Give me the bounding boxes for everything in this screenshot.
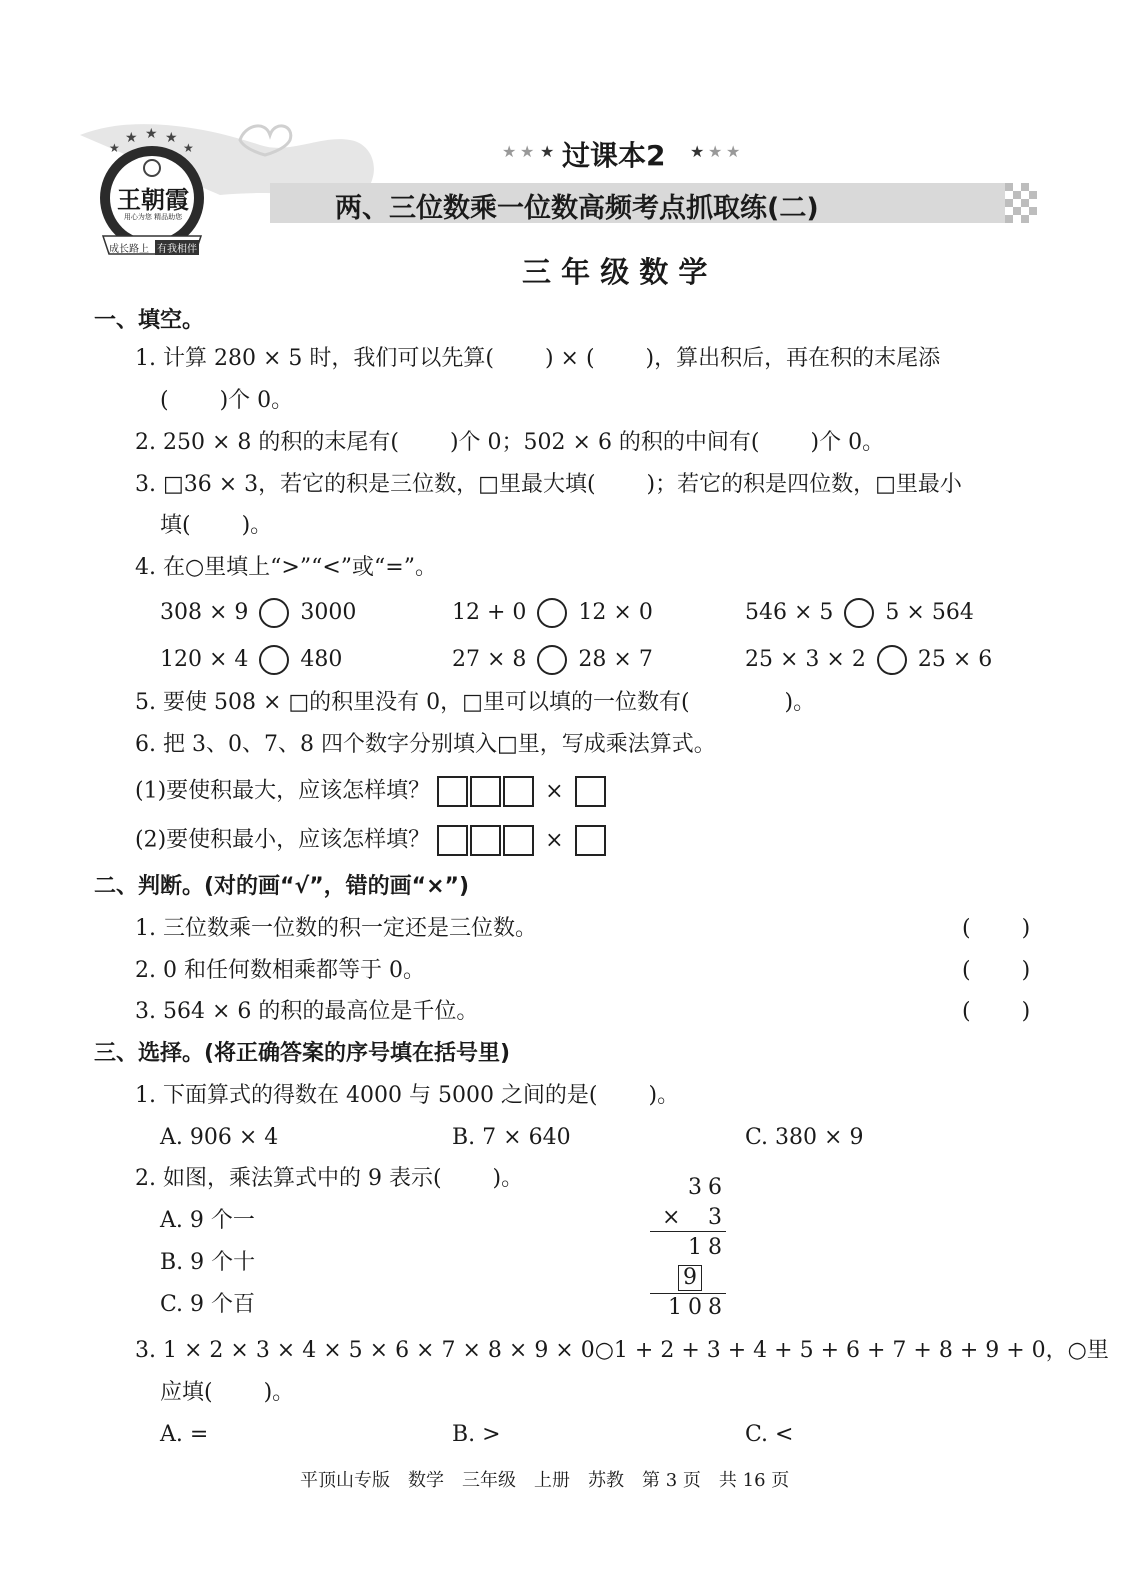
- logo-seal-text: 用心为您 精品助您: [123, 213, 183, 221]
- vertical-multiplication: [650, 1175, 730, 1320]
- series-title: 过课本2: [562, 139, 666, 172]
- option[interactable]: B. >: [452, 1422, 501, 1447]
- compare-circle[interactable]: [844, 598, 874, 628]
- compare-right: 480: [300, 647, 343, 672]
- svg-text:★: ★: [520, 142, 535, 161]
- section2-heading: 二、判断。(对的画“√”，错的画“×”): [94, 874, 470, 899]
- mult-sign: ×: [662, 1205, 687, 1230]
- page-footer: 平顶山专版 数学 三年级 上册 苏教 第 3 页 共 16 页: [300, 1470, 790, 1491]
- svg-text:★: ★: [109, 141, 120, 155]
- compare-right: 25 × 6: [917, 647, 993, 672]
- answer-box[interactable]: [503, 825, 534, 856]
- section3-heading: 三、选择。(将正确答案的序号填在括号里): [94, 1041, 511, 1066]
- answer-box[interactable]: [437, 776, 468, 807]
- partial-product: 18: [688, 1235, 728, 1260]
- answer-box[interactable]: [575, 825, 606, 856]
- s1-q3-line2: 填( )。: [160, 513, 273, 538]
- svg-text:★: ★: [145, 128, 158, 142]
- compare-right: 3000: [300, 600, 357, 625]
- answer-box[interactable]: [470, 776, 501, 807]
- svg-text:★: ★: [540, 142, 555, 161]
- compare-left: 12 + 0: [452, 600, 527, 625]
- s3-q3-line1: 3. 1 × 2 × 3 × 4 × 5 × 6 × 7 × 8 × 9 × 0○1 + 2 + 3 + 4 + 5 + 6 + 7 + 8 + 9 + 0，○里: [135, 1338, 1109, 1363]
- judge-item: 2. 0 和任何数相乘都等于 0。: [135, 958, 425, 983]
- s1-q2: 2. 250 × 8 的积的末尾有( )个 0；502 × 6 的积的中间有( )个 0。: [135, 430, 885, 455]
- judge-bracket[interactable]: ( ): [962, 999, 1031, 1024]
- compare-left: 27 × 8: [452, 647, 527, 672]
- s3-q3-line2: 应填( )。: [160, 1380, 295, 1405]
- compare-item: [160, 645, 342, 675]
- times-sign: ×: [545, 827, 564, 853]
- svg-text:★: ★: [165, 130, 178, 146]
- s1-q1-line2: ( )个 0。: [160, 388, 294, 413]
- compare-circle[interactable]: [877, 645, 907, 675]
- svg-text:★: ★: [183, 141, 194, 155]
- compare-circle[interactable]: [537, 598, 567, 628]
- compare-item: [452, 645, 653, 675]
- s3-q1: 1. 下面算式的得数在 4000 与 5000 之间的是( )。: [135, 1083, 680, 1108]
- banner-title: 两、三位数乘一位数高频考点抓取练(二): [335, 193, 819, 224]
- compare-circle[interactable]: [537, 645, 567, 675]
- s1-q3-line1: 3. □36 × 3，若它的积是三位数，□里最大填( )；若它的积是四位数，□里最小: [135, 472, 962, 497]
- compare-item: [745, 598, 974, 628]
- multiplicand: 36: [688, 1175, 728, 1200]
- compare-item: [160, 598, 356, 628]
- checker-pattern: [1005, 183, 1037, 223]
- s3-q2: 2. 如图，乘法算式中的 9 表示( )。: [135, 1166, 524, 1191]
- option[interactable]: C. 380 × 9: [745, 1125, 864, 1150]
- judge-item: 1. 三位数乘一位数的积一定还是三位数。: [135, 916, 537, 941]
- compare-item: [452, 598, 653, 628]
- judge-bracket[interactable]: ( ): [962, 958, 1031, 983]
- option[interactable]: B. 7 × 640: [452, 1125, 571, 1150]
- multiplier: 3: [708, 1205, 728, 1230]
- compare-left: 308 × 9: [160, 600, 249, 625]
- section1-heading: 一、填空。: [94, 308, 205, 333]
- header-decoration: [70, 95, 1060, 265]
- answer-box[interactable]: [470, 825, 501, 856]
- divider-line: [650, 1293, 726, 1294]
- logo-slogan-right: 有我相伴: [155, 240, 199, 255]
- option[interactable]: B. 9 个十: [160, 1250, 256, 1275]
- answer-box[interactable]: [575, 776, 606, 807]
- logo: [95, 128, 210, 258]
- logo-brand: 王朝霞: [117, 185, 189, 214]
- compare-item: [745, 645, 992, 675]
- option[interactable]: A. 906 × 4: [160, 1125, 279, 1150]
- s1-q1-line1: 1. 计算 280 × 5 时，我们可以先算( ) × ( )，算出积后，再在积的末尾添: [135, 346, 941, 371]
- compare-right: 12 × 0: [578, 600, 653, 625]
- svg-text:★: ★: [726, 142, 741, 161]
- compare-left: 546 × 5: [745, 600, 834, 625]
- s1-q4: 4. 在○里填上“>”“<”或“=”。: [135, 555, 437, 580]
- compare-left: 120 × 4: [160, 647, 249, 672]
- compare-circle[interactable]: [259, 598, 289, 628]
- svg-text:★: ★: [502, 142, 517, 161]
- answer-box[interactable]: [437, 825, 468, 856]
- divider-line: [650, 1231, 726, 1232]
- product: 108: [668, 1295, 728, 1320]
- judge-item: 3. 564 × 6 的积的最高位是千位。: [135, 999, 479, 1024]
- s1-q6-1: [135, 776, 606, 807]
- logo-slogan-left: 成长路上: [109, 244, 149, 255]
- option[interactable]: A. =: [160, 1422, 209, 1447]
- answer-box[interactable]: [503, 776, 534, 807]
- option[interactable]: C. 9 个百: [160, 1292, 256, 1317]
- s1-q6-2-text: (2)要使积最小，应该怎样填？: [135, 827, 431, 853]
- s1-q5: 5. 要使 508 × □的积里没有 0，□里可以填的一位数有( )。: [135, 690, 816, 715]
- compare-right: 5 × 564: [885, 600, 974, 625]
- svg-text:★: ★: [690, 142, 705, 161]
- times-sign: ×: [545, 778, 564, 804]
- compare-right: 28 × 7: [578, 647, 653, 672]
- compare-circle[interactable]: [259, 645, 289, 675]
- svg-text:★: ★: [125, 130, 138, 146]
- subject-title: 三 年 级 数 学: [522, 255, 708, 289]
- judge-bracket[interactable]: ( ): [962, 916, 1031, 941]
- s1-q6-1-text: (1)要使积最大，应该怎样填？: [135, 778, 431, 804]
- option[interactable]: C. <: [745, 1422, 794, 1447]
- svg-text:★: ★: [708, 142, 723, 161]
- s1-q6: 6. 把 3、0、7、8 四个数字分别填入□里，写成乘法算式。: [135, 732, 716, 757]
- option[interactable]: A. 9 个一: [160, 1208, 255, 1233]
- compare-left: 25 × 3 × 2: [745, 647, 866, 672]
- s1-q6-2: [135, 825, 606, 856]
- boxed-digit: 9: [678, 1265, 702, 1291]
